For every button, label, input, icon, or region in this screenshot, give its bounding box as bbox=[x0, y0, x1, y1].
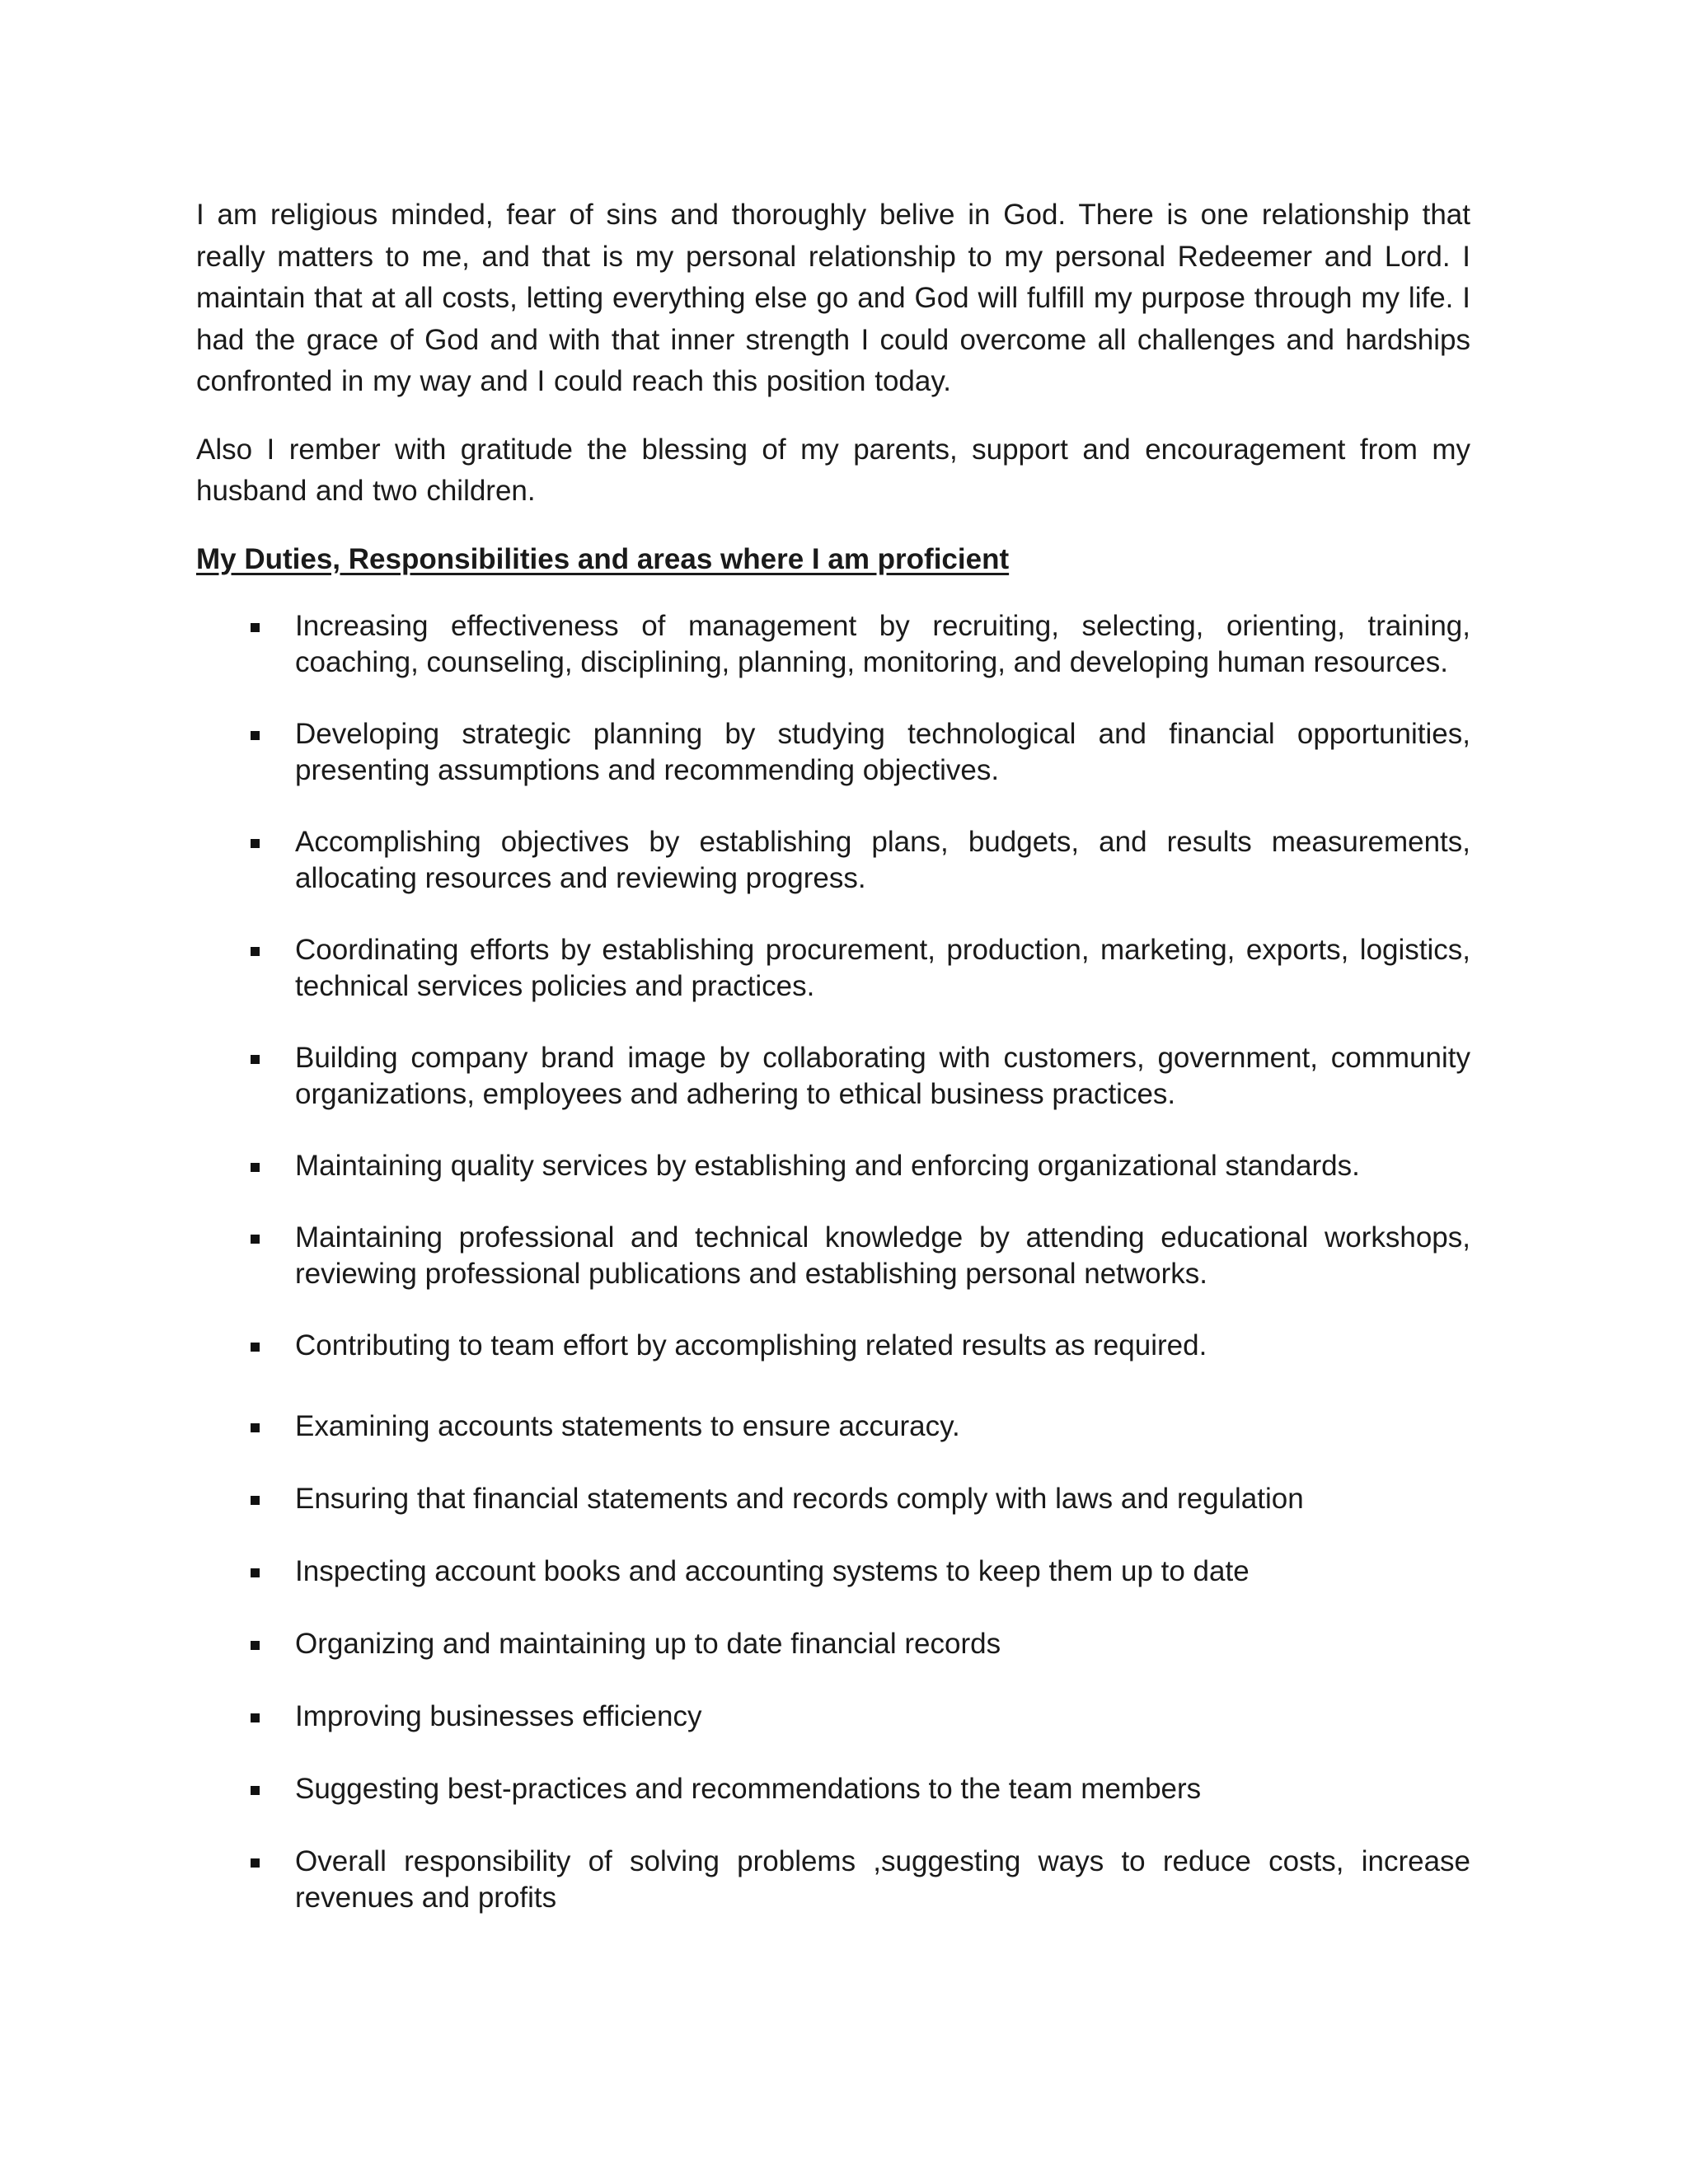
duty-text: Inspecting account books and accounting systems to keep them up to date bbox=[295, 1554, 1250, 1587]
duty-text: Maintaining professional and technical knowledge by attending educational workshops, reviewing professional publications and establishing personal networks. bbox=[295, 1221, 1470, 1290]
duty-item bbox=[196, 1844, 1470, 1916]
duty-item bbox=[196, 1040, 1470, 1113]
intro-paragraph-faith: I am religious minded, fear of sins and thoroughly belive in God. There is one relationship that really matters to me, and that is my personal relationship to my personal Redeemer and Lord. I maintain that at all costs, letting everything else go and God will fulfill my purpose through my life. I had the grace of God and with that inner strength I could overcome all challenges and hardships confronted in my way and I could reach this position today. bbox=[196, 199, 1470, 397]
square-bullet-icon bbox=[251, 1343, 260, 1352]
duty-item bbox=[196, 1481, 1470, 1517]
duty-item bbox=[196, 608, 1470, 681]
duty-text: Building company brand image by collaborating with customers, government, community organizations, employees and adhering to ethical business practices. bbox=[295, 1041, 1470, 1110]
duty-item bbox=[196, 1699, 1470, 1735]
duties-list bbox=[196, 608, 1470, 1916]
duty-item bbox=[196, 1328, 1470, 1364]
duty-item bbox=[196, 1554, 1470, 1590]
duty-item bbox=[196, 1408, 1470, 1445]
square-bullet-icon bbox=[251, 1786, 260, 1795]
duty-item bbox=[196, 1148, 1470, 1184]
duty-text: Contributing to team effort by accomplishing related results as required. bbox=[295, 1329, 1207, 1361]
square-bullet-icon bbox=[251, 1055, 260, 1064]
square-bullet-icon bbox=[251, 623, 260, 632]
square-bullet-icon bbox=[251, 731, 260, 740]
duties-heading: My Duties, Responsibilities and areas where I am proficient bbox=[196, 542, 1010, 575]
square-bullet-icon bbox=[251, 1858, 260, 1868]
square-bullet-icon bbox=[251, 1496, 260, 1505]
square-bullet-icon bbox=[251, 947, 260, 956]
duty-text: Coordinating efforts by establishing procurement, production, marketing, exports, logistics, technical services policies and practices. bbox=[295, 933, 1470, 1002]
duty-text: Organizing and maintaining up to date financial records bbox=[295, 1627, 1001, 1660]
duty-text: Examining accounts statements to ensure accuracy. bbox=[295, 1409, 960, 1442]
square-bullet-icon bbox=[251, 1163, 260, 1172]
document-page bbox=[196, 194, 1470, 1916]
duty-item bbox=[196, 1220, 1470, 1292]
duty-text: Ensuring that financial statements and records comply with laws and regulation bbox=[295, 1482, 1304, 1515]
duty-item bbox=[196, 932, 1470, 1005]
square-bullet-icon bbox=[251, 1641, 260, 1650]
duty-item bbox=[196, 716, 1470, 789]
duty-text: Accomplishing objectives by establishing plans, budgets, and results measurements, allocating resources and reviewing progress. bbox=[295, 825, 1470, 894]
duty-item bbox=[196, 1771, 1470, 1807]
square-bullet-icon bbox=[251, 839, 260, 848]
intro-paragraph-gratitude: Also I rember with gratitude the blessing of my parents, support and encouragement from my husband and two children. bbox=[196, 433, 1470, 507]
duty-text: Developing strategic planning by studying technological and financial opportunities, presenting assumptions and recommending objectives. bbox=[295, 717, 1470, 786]
duty-text: Maintaining quality services by establishing and enforcing organizational standards. bbox=[295, 1149, 1360, 1182]
duty-text: Suggesting best-practices and recommendations to the team members bbox=[295, 1772, 1202, 1805]
square-bullet-icon bbox=[251, 1713, 260, 1722]
square-bullet-icon bbox=[251, 1568, 260, 1577]
duty-text: Increasing effectiveness of management by recruiting, selecting, orienting, training, coaching, counseling, disciplining, planning, monitoring, and developing human resources. bbox=[295, 609, 1470, 678]
square-bullet-icon bbox=[251, 1235, 260, 1244]
duty-text: Improving businesses efficiency bbox=[295, 1699, 702, 1732]
duty-item bbox=[196, 1626, 1470, 1662]
duty-item bbox=[196, 824, 1470, 897]
square-bullet-icon bbox=[251, 1423, 260, 1432]
duty-text: Overall responsibility of solving problems ,suggesting ways to reduce costs, increase revenues and profits bbox=[295, 1844, 1470, 1914]
